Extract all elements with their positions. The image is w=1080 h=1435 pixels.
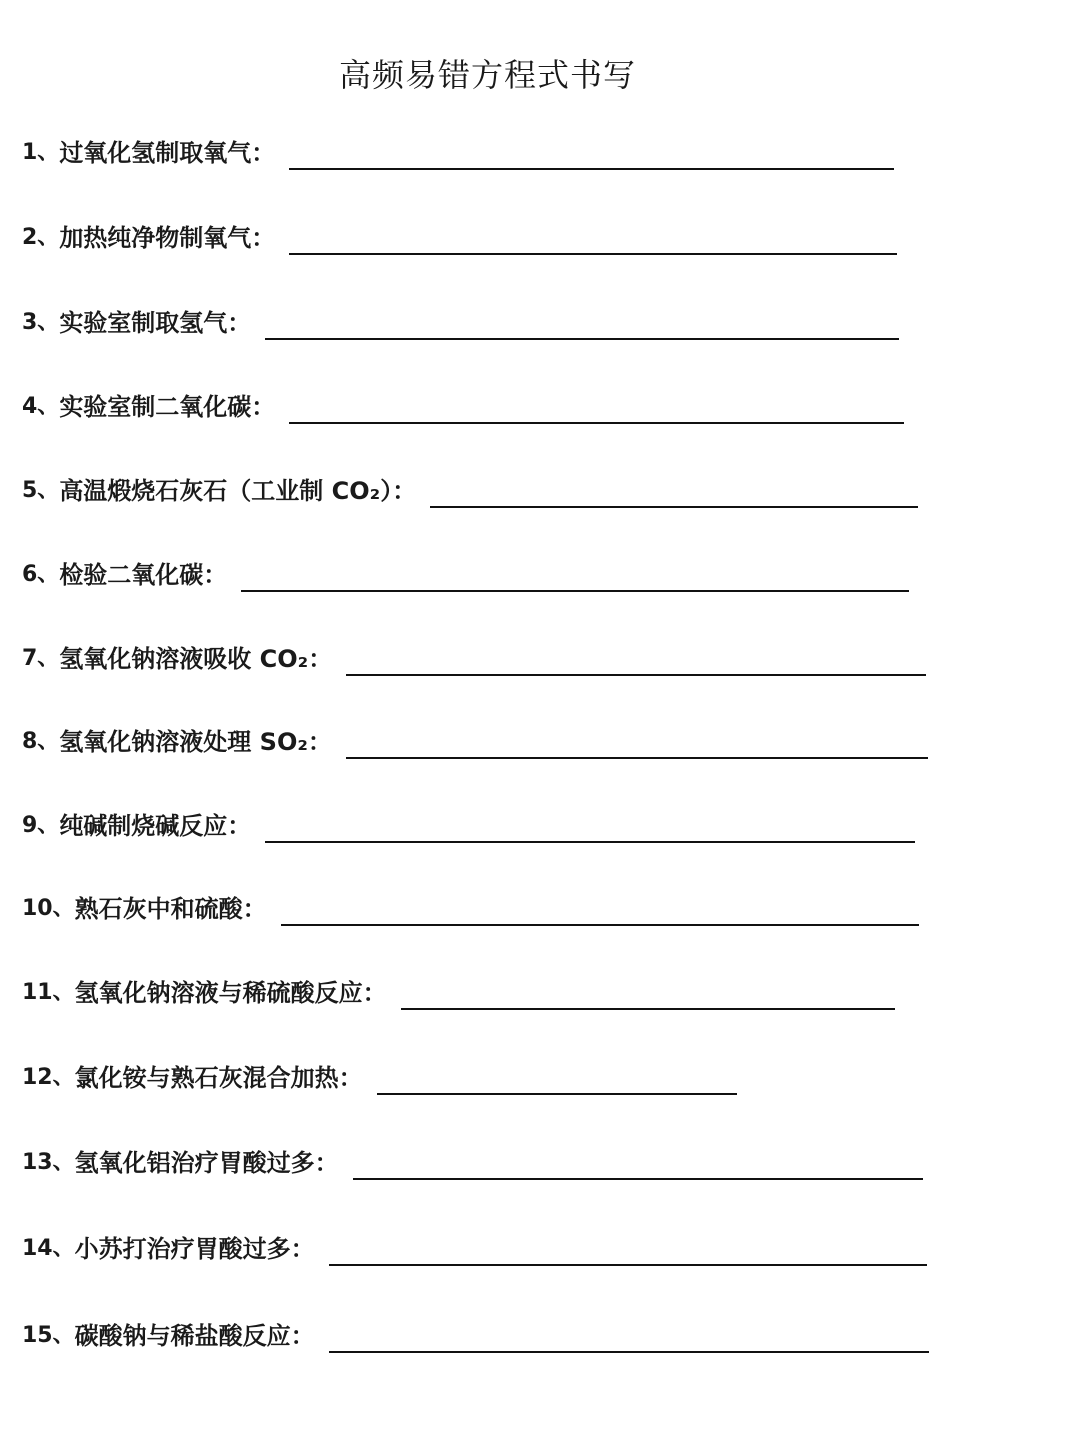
answer-line[interactable] [346, 729, 928, 759]
answer-line[interactable] [329, 1323, 929, 1353]
question-number: 1、 [22, 140, 60, 165]
answer-line[interactable] [329, 1236, 927, 1266]
question-item [22, 801, 915, 841]
question-text: 氯化铵与熟石灰混合加热： [74, 1064, 363, 1092]
question-text: 氢氧化钠溶液处理 SO₂： [59, 728, 332, 756]
question-item [22, 1311, 929, 1351]
question-number: 10、 [22, 896, 75, 921]
answer-line[interactable] [401, 980, 895, 1010]
question-number: 13、 [22, 1150, 75, 1175]
question-item [22, 634, 926, 674]
question-number: 6、 [22, 562, 60, 587]
question-item [22, 1138, 923, 1178]
question-item [22, 884, 919, 924]
answer-line[interactable] [346, 646, 926, 676]
question-text: 高温煅烧石灰石（工业制 CO₂）： [59, 477, 417, 505]
answer-line[interactable] [289, 225, 897, 255]
question-number: 14、 [22, 1236, 75, 1261]
question-item [22, 968, 895, 1008]
question-number: 3、 [22, 310, 60, 335]
question-number: 5、 [22, 478, 60, 503]
question-number: 8、 [22, 729, 60, 754]
answer-line[interactable] [289, 394, 904, 424]
answer-line[interactable] [281, 896, 919, 926]
question-text: 氢氧化钠溶液与稀硫酸反应： [74, 979, 387, 1007]
question-text: 熟石灰中和硫酸： [74, 895, 267, 923]
question-text: 加热纯净物制氧气： [59, 224, 276, 252]
question-text: 检验二氧化碳： [59, 561, 228, 589]
question-text: 氢氧化钠溶液吸收 CO₂： [59, 645, 333, 673]
question-item [22, 382, 904, 422]
answer-line[interactable] [241, 562, 909, 592]
answer-line[interactable] [265, 813, 915, 843]
question-text: 氢氧化铝治疗胃酸过多： [74, 1149, 339, 1177]
question-item [22, 550, 909, 590]
question-number: 9、 [22, 813, 60, 838]
question-text: 小苏打治疗胃酸过多： [74, 1235, 315, 1263]
question-item [22, 466, 918, 506]
question-number: 4、 [22, 394, 60, 419]
question-item [22, 128, 894, 168]
answer-line[interactable] [265, 310, 899, 340]
question-item [22, 1053, 737, 1093]
page-title: 高频易错方程式书写 [338, 56, 636, 94]
question-text: 碳酸钠与稀盐酸反应： [74, 1322, 315, 1350]
question-item [22, 298, 899, 338]
question-text: 过氧化氢制取氧气： [59, 139, 276, 167]
answer-line[interactable] [289, 140, 894, 170]
question-item [22, 717, 928, 757]
question-number: 11、 [22, 980, 75, 1005]
answer-line[interactable] [377, 1065, 737, 1095]
question-number: 7、 [22, 646, 60, 671]
answer-line[interactable] [353, 1150, 923, 1180]
answer-line[interactable] [430, 478, 918, 508]
question-item [22, 1224, 927, 1264]
question-text: 实验室制取氢气： [59, 309, 252, 337]
question-text: 实验室制二氧化碳： [59, 393, 276, 421]
question-item [22, 213, 897, 253]
question-number: 2、 [22, 225, 60, 250]
question-text: 纯碱制烧碱反应： [59, 812, 252, 840]
question-number: 15、 [22, 1323, 75, 1348]
question-number: 12、 [22, 1065, 75, 1090]
